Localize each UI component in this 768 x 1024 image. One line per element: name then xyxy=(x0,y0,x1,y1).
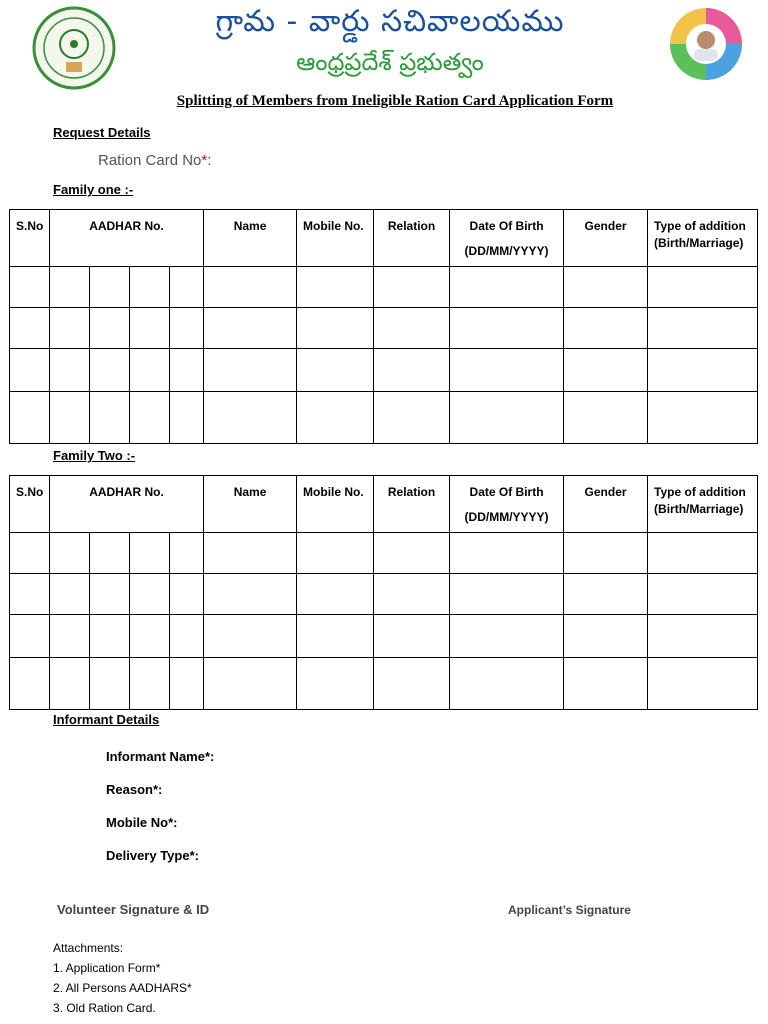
col-aadhar: AADHAR No. xyxy=(50,210,204,267)
dob-format: (DD/MM/YYYY) xyxy=(464,510,549,524)
informant-details-heading: Informant Details xyxy=(53,712,160,727)
table-cell-input[interactable] xyxy=(297,349,374,392)
table-row xyxy=(10,308,758,349)
dob-format: (DD/MM/YYYY) xyxy=(464,244,549,258)
table-header-row xyxy=(10,210,758,267)
table-cell-input[interactable] xyxy=(170,615,204,658)
table-row xyxy=(10,349,758,392)
table-cell-input[interactable] xyxy=(10,658,50,710)
col-sno: S.No xyxy=(10,476,50,533)
table-cell-input[interactable] xyxy=(90,267,130,308)
table-cell-input[interactable] xyxy=(564,392,648,444)
page-header xyxy=(10,0,758,96)
applicant-signature-label: Applicant’s Signature xyxy=(508,903,631,917)
table-row xyxy=(10,658,758,710)
table-cell-input[interactable] xyxy=(374,267,450,308)
table-cell-input[interactable] xyxy=(564,533,648,574)
table-cell-input[interactable] xyxy=(297,392,374,444)
col-gender: Gender xyxy=(564,476,648,533)
table-cell-input[interactable] xyxy=(204,349,297,392)
table-cell-input[interactable] xyxy=(170,349,204,392)
table-cell-input[interactable] xyxy=(10,349,50,392)
table-cell-input[interactable] xyxy=(204,267,297,308)
table-cell-input[interactable] xyxy=(90,615,130,658)
required-mark: * xyxy=(201,152,208,169)
table-cell-input[interactable] xyxy=(10,615,50,658)
col-dob xyxy=(450,476,564,533)
col-mobile: Mobile No. xyxy=(297,210,374,267)
table-cell-input[interactable] xyxy=(297,308,374,349)
table-cell-input[interactable] xyxy=(450,533,564,574)
table-cell-input[interactable] xyxy=(297,533,374,574)
table-cell-input[interactable] xyxy=(130,658,170,710)
table-cell-input[interactable] xyxy=(564,308,648,349)
table-cell-input[interactable] xyxy=(50,574,90,615)
col-gender: Gender xyxy=(564,210,648,267)
col-name: Name xyxy=(204,210,297,267)
table-cell-input[interactable] xyxy=(130,349,170,392)
table-cell-input[interactable] xyxy=(450,308,564,349)
table-cell-input[interactable] xyxy=(130,533,170,574)
col-dob xyxy=(450,210,564,267)
table-cell-input[interactable] xyxy=(130,615,170,658)
table-cell-input[interactable] xyxy=(204,615,297,658)
table-cell-input[interactable] xyxy=(297,615,374,658)
table-cell-input[interactable] xyxy=(10,308,50,349)
table-cell-input[interactable] xyxy=(450,349,564,392)
table-cell-input[interactable] xyxy=(90,658,130,710)
attachments-heading: Attachments: xyxy=(53,941,124,955)
table-cell-input[interactable] xyxy=(450,267,564,308)
reason-label: Reason*: xyxy=(106,782,163,797)
table-cell-input[interactable] xyxy=(374,615,450,658)
ration-card-text: Ration Card No xyxy=(98,152,202,169)
col-aadhar: AADHAR No. xyxy=(50,476,204,533)
col-type-of-addition: Type of addition (Birth/Marriage) xyxy=(648,476,758,533)
table-cell-input[interactable] xyxy=(170,533,204,574)
attachment-item: 2. All Persons AADHARS* xyxy=(53,981,192,995)
table-cell-input[interactable] xyxy=(450,392,564,444)
table-cell-input[interactable] xyxy=(374,574,450,615)
table-cell-input[interactable] xyxy=(297,574,374,615)
table-cell-input[interactable] xyxy=(90,392,130,444)
dob-label: Date Of Birth xyxy=(469,485,544,499)
table-row xyxy=(10,392,758,444)
table-cell-input[interactable] xyxy=(204,308,297,349)
table-cell-input[interactable] xyxy=(374,349,450,392)
table-cell-input[interactable] xyxy=(130,392,170,444)
table-cell-input[interactable] xyxy=(90,533,130,574)
table-cell-input[interactable] xyxy=(648,658,758,710)
form-title xyxy=(0,93,768,110)
form-title-text: Splitting of Members from Ineligible Ration Card Application Form xyxy=(176,93,614,109)
table-cell-input[interactable] xyxy=(170,392,204,444)
table-cell-input[interactable] xyxy=(50,349,90,392)
table-cell-input[interactable] xyxy=(50,615,90,658)
table-cell-input[interactable] xyxy=(564,658,648,710)
table-cell-input[interactable] xyxy=(648,308,758,349)
table-cell-input[interactable] xyxy=(374,308,450,349)
table-cell-input[interactable] xyxy=(450,658,564,710)
table-cell-input[interactable] xyxy=(130,574,170,615)
table-cell-input[interactable] xyxy=(564,574,648,615)
ap-government-emblem xyxy=(22,6,126,90)
table-cell-input[interactable] xyxy=(297,267,374,308)
table-cell-input[interactable] xyxy=(90,349,130,392)
table-cell-input[interactable] xyxy=(50,392,90,444)
table-cell-input[interactable] xyxy=(50,308,90,349)
table-cell-input[interactable] xyxy=(204,533,297,574)
table-cell-input[interactable] xyxy=(564,615,648,658)
table-cell-input[interactable] xyxy=(374,392,450,444)
table-cell-input[interactable] xyxy=(374,658,450,710)
telugu-title-1: గ్రామ - వార్డు సచివాలయము xyxy=(215,4,565,39)
col-mobile: Mobile No. xyxy=(297,476,374,533)
ration-card-colon: : xyxy=(207,152,212,169)
family-one-heading: Family one :- xyxy=(53,182,134,197)
table-cell-input[interactable] xyxy=(130,267,170,308)
table-cell-input[interactable] xyxy=(648,392,758,444)
col-sno: S.No xyxy=(10,210,50,267)
table-cell-input[interactable] xyxy=(204,574,297,615)
col-name: Name xyxy=(204,476,297,533)
attachment-item: 1. Application Form* xyxy=(53,961,161,975)
table-cell-input[interactable] xyxy=(170,308,204,349)
family-two-table xyxy=(9,475,758,710)
informant-name-label: Informant Name*: xyxy=(106,749,215,764)
table-cell-input[interactable] xyxy=(90,308,130,349)
table-cell-input[interactable] xyxy=(564,267,648,308)
attachment-item: 3. Old Ration Card. xyxy=(53,1001,156,1015)
table-header-row xyxy=(10,476,758,533)
table-cell-input[interactable] xyxy=(50,533,90,574)
table-cell-input[interactable] xyxy=(10,533,50,574)
table-row xyxy=(10,574,758,615)
table-cell-input[interactable] xyxy=(450,574,564,615)
delivery-type-label: Delivery Type*: xyxy=(106,848,199,863)
family-one-table xyxy=(9,209,758,444)
table-cell-input[interactable] xyxy=(170,267,204,308)
telugu-title-2: ఆంధ్రప్రదేశ్ ప్రభుత్వం xyxy=(296,48,484,76)
table-cell-input[interactable] xyxy=(90,574,130,615)
table-cell-input[interactable] xyxy=(204,392,297,444)
table-cell-input[interactable] xyxy=(10,574,50,615)
col-relation: Relation xyxy=(374,476,450,533)
table-cell-input[interactable] xyxy=(648,533,758,574)
request-details-heading: Request Details xyxy=(53,125,151,140)
col-type-of-addition: Type of addition (Birth/Marriage) xyxy=(648,210,758,267)
table-cell-input[interactable] xyxy=(297,658,374,710)
table-cell-input[interactable] xyxy=(450,615,564,658)
table-row xyxy=(10,615,758,658)
table-cell-input[interactable] xyxy=(170,574,204,615)
table-cell-input[interactable] xyxy=(648,574,758,615)
table-cell-input[interactable] xyxy=(50,658,90,710)
table-cell-input[interactable] xyxy=(130,308,170,349)
col-relation: Relation xyxy=(374,210,450,267)
table-cell-input[interactable] xyxy=(204,658,297,710)
table-cell-input[interactable] xyxy=(50,267,90,308)
table-cell-input[interactable] xyxy=(374,533,450,574)
ration-card-label xyxy=(98,152,211,169)
volunteer-signature-label: Volunteer Signature & ID xyxy=(57,902,210,917)
mobile-no-label: Mobile No*: xyxy=(106,815,178,830)
table-cell-input[interactable] xyxy=(648,615,758,658)
cm-portrait-logo xyxy=(650,6,762,82)
table-cell-input[interactable] xyxy=(648,349,758,392)
table-cell-input[interactable] xyxy=(10,267,50,308)
table-cell-input[interactable] xyxy=(648,267,758,308)
family-two-heading: Family Two :- xyxy=(53,448,136,463)
table-cell-input[interactable] xyxy=(564,349,648,392)
table-row xyxy=(10,533,758,574)
dob-label: Date Of Birth xyxy=(469,219,544,233)
table-row xyxy=(10,267,758,308)
table-cell-input[interactable] xyxy=(170,658,204,710)
table-cell-input[interactable] xyxy=(10,392,50,444)
